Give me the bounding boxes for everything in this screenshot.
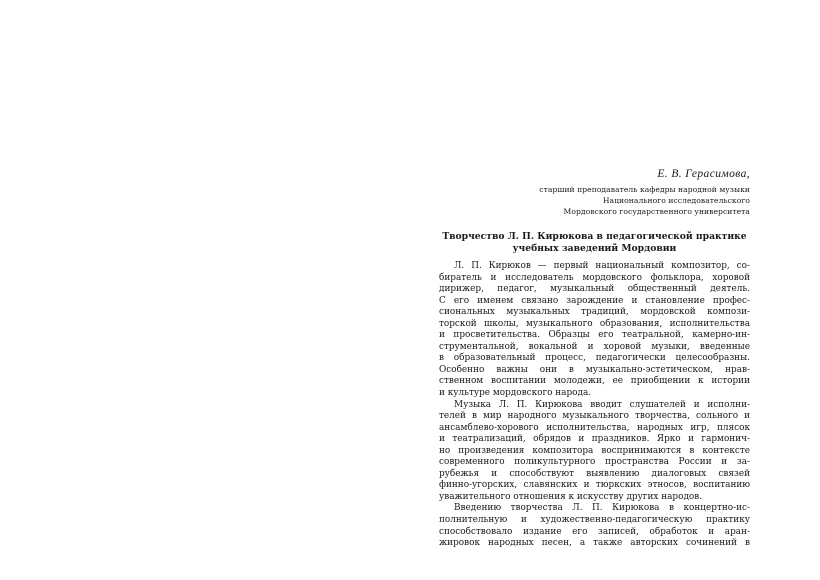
- author-institution-line-1: Национального исследовательского: [602, 196, 750, 205]
- text-line: Особенно важны они в музыкально-эстетическом, нрав-: [439, 364, 750, 375]
- text-line: струментальной, вокальной и хоровой музыки, введенные: [439, 341, 750, 352]
- text-line: сиональных музыкальных традиций, мордовской компози-: [439, 307, 750, 318]
- author-institution-line-2: Мордовского государственного университета: [563, 207, 750, 216]
- text-line: и театрализаций, обрядов и праздников. Ярко и гармонич-: [439, 434, 750, 445]
- text-line: современного поликультурного пространства России и за-: [439, 457, 750, 468]
- article-title-line-2: учебных заведений Мордовии: [512, 243, 677, 254]
- text-line: биратель и исследователь мордовского фольклора, хоровой: [439, 272, 750, 283]
- text-line: Л. П. Кирюков — первый национальный композитор, со-: [454, 261, 750, 271]
- text-line: ственном воспитании молодежи, ее приобщении к истории: [439, 376, 750, 387]
- author-block: [439, 168, 750, 217]
- text-line: уважительного отношения к искусству других народов.: [439, 491, 703, 502]
- text-line: дирижер, педагог, музыкальный общественный деятель.: [439, 284, 750, 295]
- text-line: но произведения композитора воспринимаются в контексте: [439, 445, 750, 456]
- right-page: [410, 0, 820, 580]
- text-line: способствовало издание его записей, обработок и аран-: [439, 526, 750, 537]
- author-name: Е. В. Герасимова,: [657, 168, 750, 180]
- text-line: С его именем связано зарождение и становление профес-: [439, 295, 750, 306]
- paragraph-3: [439, 503, 750, 549]
- paragraph-1: [439, 261, 750, 400]
- author-position: старший преподаватель кафедры народной музыки: [539, 185, 750, 194]
- text-line: рубежья и способствуют выявлению диалоговых связей: [439, 468, 750, 479]
- text-column: [439, 168, 750, 550]
- text-line: Музыка Л. П. Кирюкова вводит слушателей и исполни-: [454, 399, 750, 410]
- text-line: Введению творчества Л. П. Кирюкова в концертно-ис-: [454, 503, 750, 514]
- text-line: и культуре мордовского народа.: [439, 388, 592, 399]
- text-line: жировок народных песен, а также авторских сочинений в: [439, 538, 750, 549]
- text-line: телей в мир народного музыкального творчества, сольного и: [439, 411, 750, 422]
- text-line: полнительную и художественно-педагогическую практику: [439, 515, 750, 526]
- paragraph-2: [439, 400, 750, 504]
- text-line: торской школы, музыкального образования, исполнительства: [439, 318, 750, 329]
- text-line: и просветительства. Образцы его театральной, камерно-ин-: [439, 330, 750, 341]
- article-title-line-1: Творчество Л. П. Кирюкова в педагогической практике: [442, 231, 747, 242]
- text-line: финно-угорских, славянских и тюркских этносов, воспитанию: [439, 480, 750, 491]
- article-title: [439, 231, 750, 255]
- text-line: в образовательный процесс, педагогически целесообразны.: [439, 353, 750, 364]
- text-line: ансамблево-хорового исполнительства, народных игр, плясок: [439, 422, 750, 433]
